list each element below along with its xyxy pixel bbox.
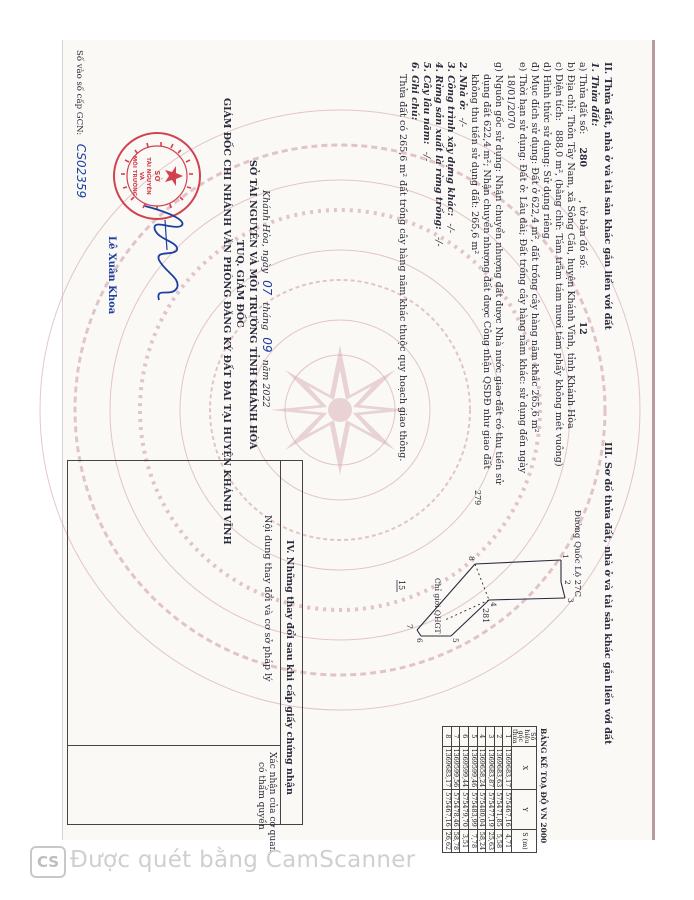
col-y: Y — [512, 790, 537, 830]
construction-value: -/- — [445, 223, 456, 234]
origin-line-1: g) Nguồn gốc sử dụng: Nhận chuyển nhượng đất được Nhà nước giao đất có thu tiền sử — [493, 62, 504, 485]
planning-boundary-label: Chỉ giới QHGT — [433, 578, 442, 634]
coords-row: 4 1369658,24 575480,04 58,24 — [477, 727, 486, 853]
neighbor-lot-right: 281 — [481, 608, 490, 624]
point-2: 2 — [563, 580, 572, 585]
lot-number-line — [576, 62, 588, 335]
coords-row: 5 1369599,46 575483,99 7,78 — [469, 727, 478, 853]
coords-title: BẢNG KÊ TOẠ ĐỘ VN 2000 — [539, 728, 548, 844]
neighbor-lot-left: 279 — [473, 490, 482, 506]
origin-line-2: dụng đất 622,4 m²; Nhận chuyển nhượng đất được Công nhận QSDĐ như giao đất — [481, 74, 492, 470]
lot-diagram — [395, 430, 595, 643]
land-lot-heading: 1. Thửa đất: — [589, 62, 600, 127]
area-label: c) Diện tích: — [553, 62, 564, 121]
point-8: 8 — [467, 556, 476, 561]
edge-8-1 — [475, 560, 561, 564]
perennial-label: 5. Cây lâu năm: — [421, 62, 432, 145]
coords-row: 8 1369683,17 575467,16 26,62 — [443, 727, 452, 853]
issue-date — [259, 190, 273, 408]
road-label: Đường Quốc Lộ 27C — [572, 510, 582, 597]
point-3: 3 — [566, 598, 575, 603]
point-4: 4 — [489, 602, 498, 607]
point-7: 7 — [405, 624, 414, 629]
signer-authority: TUQ. GIÁM ĐỐC — [234, 240, 245, 328]
signer-org: SỞ TÀI NGUYÊN VÀ MÔI TRƯỜNG TỈNH KHÁNH HÒA — [247, 160, 258, 450]
section-4-heading: IV. Những thay đổi sau khi cấp giấy chứng nhận — [284, 540, 295, 795]
edge-3-4 — [489, 598, 565, 600]
rotated-certificate — [65, 40, 635, 853]
coords-row: 2 1369683,63 575471,85 5,58 — [494, 727, 503, 853]
col-point: Số hiệu góc thửa — [512, 727, 537, 747]
forest-value: -/- — [433, 236, 444, 247]
col-x: X — [512, 746, 537, 790]
coords-row: 7 1369599,56 575478,46 58,78 — [451, 727, 460, 853]
camscanner-logo: CS — [30, 846, 66, 878]
registry-line — [73, 50, 87, 198]
changes-column-header: Nội dung thay đổi và cơ sở pháp lý — [262, 515, 273, 682]
coords-table — [442, 726, 537, 853]
house-label: 2. Nhà ở: — [457, 62, 468, 111]
edge-6-7 — [417, 630, 421, 636]
point-6: 6 — [415, 638, 424, 643]
confirm-column-header-2: có thẩm quyền — [256, 762, 266, 830]
stamp-line-3: VÀ — [138, 171, 144, 181]
signer-title: GIÁM ĐỐC CHI NHÁNH VĂN PHÒNG ĐĂNG KÝ ĐẤT ĐAI TẠI HUYỆN KHÁNH VĨNH — [221, 98, 232, 545]
construction-label: 3. Công trình xây dựng khác: — [445, 62, 456, 217]
date-prefix: Khánh Hòa, ngày — [260, 190, 271, 274]
section-3-heading: III. Sơ đồ thửa đất, nhà ở và tài sản khác gắn liền với đất — [602, 442, 613, 745]
month-word: tháng — [260, 302, 271, 331]
address-line: b) Địa chỉ: Thôn Tây Nam, xã Sông Cầu, huyện Khánh Vĩnh, tỉnh Khánh Hòa — [565, 62, 576, 429]
point-5: 5 — [451, 638, 460, 643]
house-line — [456, 62, 468, 127]
handwritten-signature — [135, 200, 195, 310]
lot-map-number: 15 — [397, 580, 406, 591]
note-heading: 6. Ghi chú: — [409, 62, 420, 121]
perennial-value: -/- — [421, 151, 432, 162]
stamp-line-2: TÀI NGUYÊN — [145, 157, 151, 195]
coords-row: 6 1369599,44 575479,70 3,51 — [460, 727, 469, 853]
section-2-heading: II. Thửa đất, nhà ở và tài sản khác gắn liền với đất — [602, 62, 613, 330]
forest-line — [432, 62, 444, 247]
usage-term-line: e) Thời hạn sử dụng: Đất ở: Lâu dài; Đất trồng cây hàng năm khác: sử dụng đến ngày — [517, 62, 528, 474]
coords-row: 3 1369683,87 575477,19 25,63 — [486, 727, 495, 853]
construction-line — [444, 62, 456, 233]
usage-term-date: 18/01/2070 — [505, 74, 516, 129]
lot-number-label: a) Thửa đất số: — [577, 62, 588, 135]
coords-row: 1 1369683,17 575467,16 4,71 — [503, 727, 512, 853]
registry-label: Số vào số cấp GCN: — [74, 50, 84, 136]
confirm-column-header-1: Xác nhận của cơ quan — [267, 752, 277, 853]
registry-number: CS02359 — [74, 143, 88, 199]
section-4-divider — [67, 745, 281, 746]
note-text: Thửa đất có 265,6 m² đất trồng cây hàng năm khác thuộc quy hoạch giao thông. — [397, 74, 408, 462]
issue-year: năm 2022 — [260, 359, 271, 408]
stamp-line-1: SỞ — [153, 170, 161, 182]
issue-day: 07 — [260, 280, 274, 296]
stamp-line-4: MÔI TRƯỜNG — [131, 155, 137, 197]
signer-name: Lê Xuân Khoa — [106, 236, 117, 315]
map-sheet-label: , tờ bản đồ số: — [577, 200, 588, 269]
planning-line — [475, 564, 489, 600]
map-sheet-number: 12 — [577, 321, 588, 335]
col-s: S (m) — [512, 829, 537, 852]
perennial-line — [420, 62, 432, 161]
usage-purpose-line: đ) Mục đích sử dụng: Đất ở 622,4 m², đất trồng cây hàng năm khác 265,6 m² — [529, 62, 540, 433]
edge-7-8 — [417, 564, 475, 630]
origin-line-3: không thu tiền sử dụng đất: 265,6 m² — [469, 74, 480, 255]
area-value: 888,0 m², (bằng chữ: Tám trăm tám mươi tám phẩy không mét vuông) — [553, 130, 564, 467]
section-4-rule — [280, 460, 281, 825]
house-value: -/- — [457, 117, 468, 128]
camscanner-caption: Được quét bằng CamScanner — [70, 847, 416, 873]
issue-month: 09 — [260, 337, 274, 353]
forest-label: 4. Rừng sản xuất là rừng trồng: — [433, 62, 444, 230]
area-line — [552, 62, 564, 467]
lot-number: 280 — [577, 147, 588, 168]
usage-form-line: d) Hình thức sử dụng: Sử dụng riêng — [541, 62, 552, 239]
point-1: 1 — [561, 554, 570, 559]
